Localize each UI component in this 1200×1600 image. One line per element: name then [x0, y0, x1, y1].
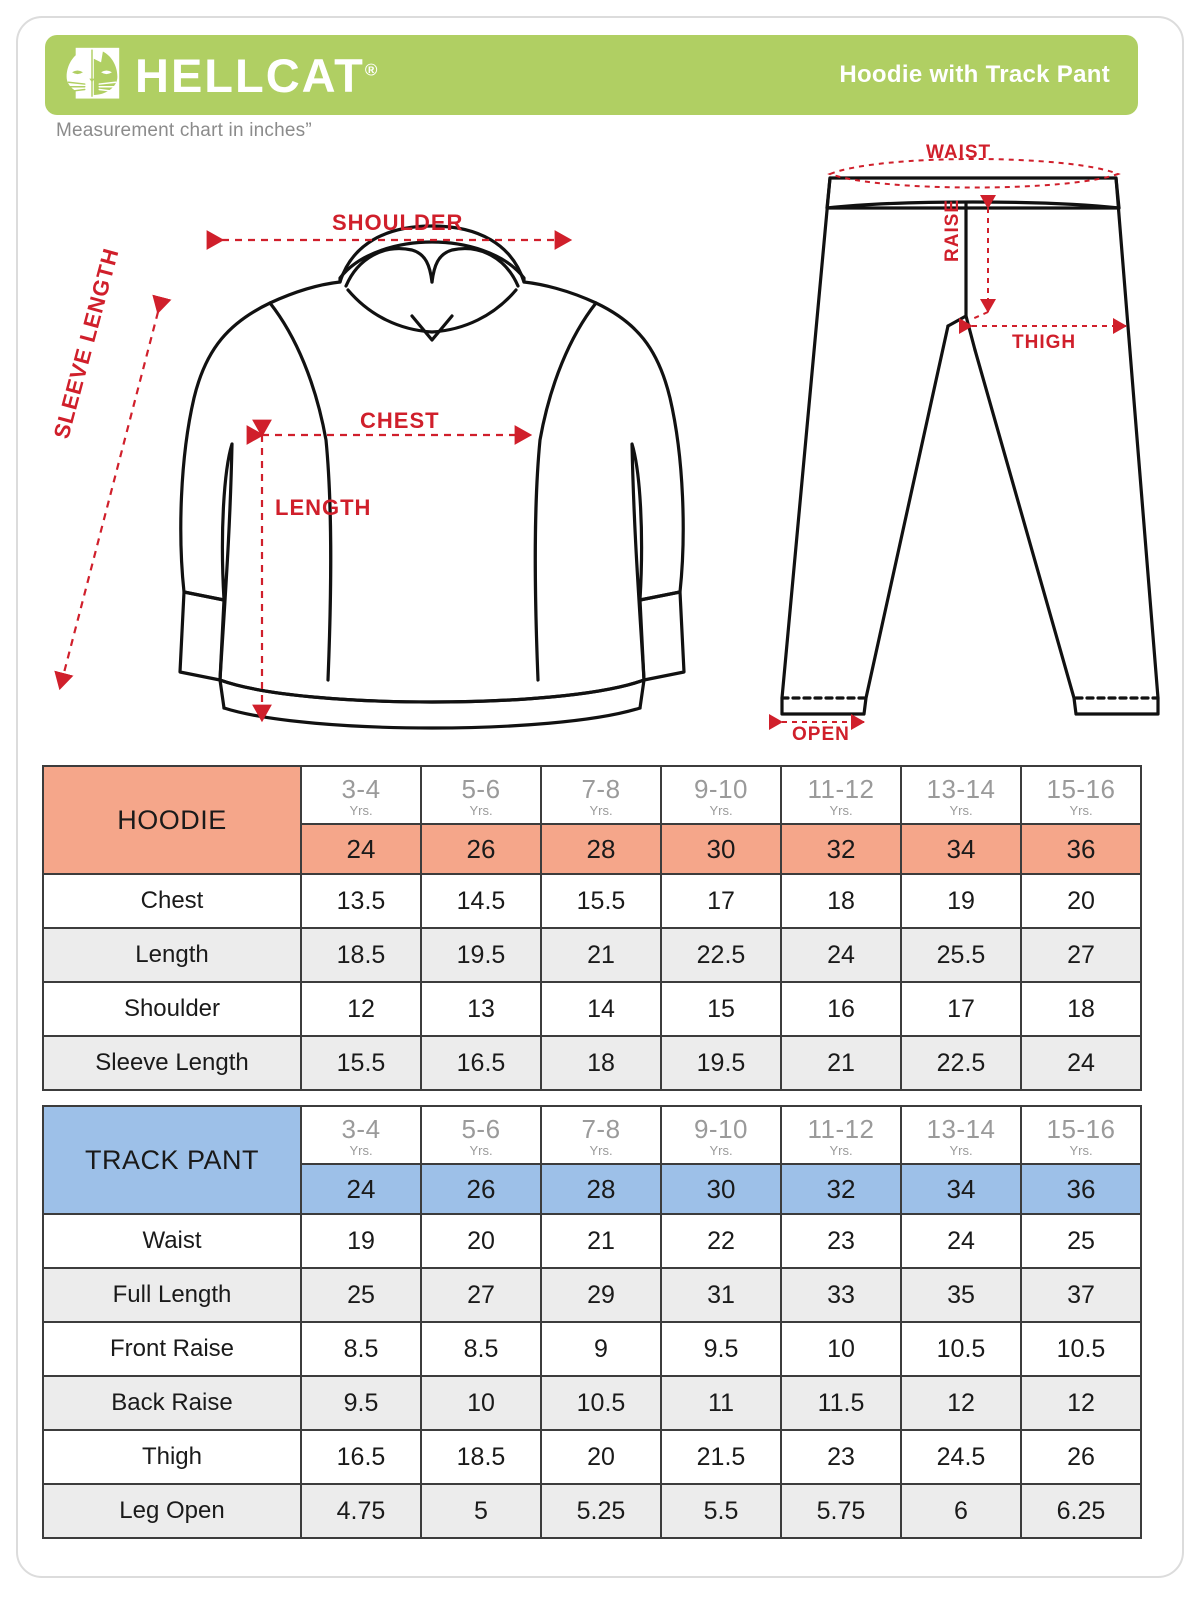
pant-cell-5-6: 6.25 — [1021, 1484, 1141, 1538]
pant-cell-1-1: 27 — [421, 1268, 541, 1322]
pant-size-0: 24 — [301, 1164, 421, 1214]
pant-age-3 — [661, 1106, 781, 1164]
pant-cell-0-5: 24 — [901, 1214, 1021, 1268]
hoodie-age-1 — [421, 766, 541, 824]
hoodie-size-4: 32 — [781, 824, 901, 874]
pant-size-1: 26 — [421, 1164, 541, 1214]
hoodie-category-cell: HOODIE — [43, 766, 301, 874]
label-raise: RAISE — [942, 198, 963, 262]
hoodie-age-5 — [901, 766, 1021, 824]
pant-row-label-0: Waist — [43, 1214, 301, 1268]
pant-age-2 — [541, 1106, 661, 1164]
age-unit: Yrs. — [1069, 1143, 1093, 1159]
pant-row-label-1: Full Length — [43, 1268, 301, 1322]
hoodie-cell-0-1: 14.5 — [421, 874, 541, 928]
hoodie-cell-0-2: 15.5 — [541, 874, 661, 928]
label-length: LENGTH — [275, 495, 372, 520]
table-row — [43, 874, 1141, 928]
brand-name: HELLCAT® — [135, 48, 378, 102]
age-value: 3-4 — [341, 1114, 381, 1145]
hoodie-cell-0-0: 13.5 — [301, 874, 421, 928]
table-row — [43, 1214, 1141, 1268]
hoodie-cell-1-1: 19.5 — [421, 928, 541, 982]
hoodie-age-3 — [661, 766, 781, 824]
table-row — [43, 1484, 1141, 1538]
pant-size-2: 28 — [541, 1164, 661, 1214]
hoodie-cell-3-4: 21 — [781, 1036, 901, 1090]
hoodie-age-4 — [781, 766, 901, 824]
pant-cell-1-6: 37 — [1021, 1268, 1141, 1322]
hoodie-cell-3-2: 18 — [541, 1036, 661, 1090]
pant-cell-5-5: 6 — [901, 1484, 1021, 1538]
hoodie-cell-0-3: 17 — [661, 874, 781, 928]
age-value: 3-4 — [341, 774, 381, 805]
hoodie-cell-2-5: 17 — [901, 982, 1021, 1036]
pant-age-5 — [901, 1106, 1021, 1164]
pant-cell-4-4: 23 — [781, 1430, 901, 1484]
table-row — [43, 1430, 1141, 1484]
pant-cell-3-4: 11.5 — [781, 1376, 901, 1430]
hoodie-size-0: 24 — [301, 824, 421, 874]
hoodie-size-5: 34 — [901, 824, 1021, 874]
hoodie-size-2: 28 — [541, 824, 661, 874]
pant-row-label-4: Thigh — [43, 1430, 301, 1484]
hoodie-cell-1-0: 18.5 — [301, 928, 421, 982]
label-waist: WAIST — [926, 142, 992, 163]
hoodie-row-label-0: Chest — [43, 874, 301, 928]
age-value: 15-16 — [1046, 1114, 1116, 1145]
hoodie-cell-0-5: 19 — [901, 874, 1021, 928]
pant-cell-4-1: 18.5 — [421, 1430, 541, 1484]
table-row — [43, 928, 1141, 982]
pant-cell-1-5: 35 — [901, 1268, 1021, 1322]
hoodie-cell-2-2: 14 — [541, 982, 661, 1036]
hoodie-cell-3-6: 24 — [1021, 1036, 1141, 1090]
track-pant-size-table — [42, 1105, 1142, 1539]
pant-cell-2-1: 8.5 — [421, 1322, 541, 1376]
hoodie-cell-3-1: 16.5 — [421, 1036, 541, 1090]
label-sleeve-length: SLEEVE LENGTH — [48, 245, 124, 442]
age-unit: Yrs. — [1069, 803, 1093, 819]
age-unit: Yrs. — [589, 803, 613, 819]
age-value: 9-10 — [693, 774, 749, 805]
pant-row-label-3: Back Raise — [43, 1376, 301, 1430]
hoodie-cell-3-5: 22.5 — [901, 1036, 1021, 1090]
table-row — [43, 1322, 1141, 1376]
age-value: 5-6 — [461, 1114, 501, 1145]
label-chest: CHEST — [360, 408, 440, 433]
pant-cell-4-0: 16.5 — [301, 1430, 421, 1484]
pant-cell-5-4: 5.75 — [781, 1484, 901, 1538]
pant-age-1 — [421, 1106, 541, 1164]
age-value: 13-14 — [926, 774, 996, 805]
pant-size-4: 32 — [781, 1164, 901, 1214]
label-thigh: THIGH — [1012, 332, 1077, 353]
registered-mark: ® — [364, 59, 378, 79]
table-row — [43, 982, 1141, 1036]
pant-cell-3-3: 11 — [661, 1376, 781, 1430]
hoodie-cell-1-3: 22.5 — [661, 928, 781, 982]
pant-cell-3-5: 12 — [901, 1376, 1021, 1430]
table-row — [43, 1036, 1141, 1090]
age-unit: Yrs. — [469, 1143, 493, 1159]
pant-row-label-2: Front Raise — [43, 1322, 301, 1376]
hoodie-cell-1-5: 25.5 — [901, 928, 1021, 982]
pant-age-header-row — [43, 1106, 1141, 1164]
pant-cell-3-2: 10.5 — [541, 1376, 661, 1430]
age-unit: Yrs. — [349, 1143, 373, 1159]
age-unit: Yrs. — [829, 803, 853, 819]
pant-age-4 — [781, 1106, 901, 1164]
label-shoulder: SHOULDER — [332, 210, 464, 235]
age-unit: Yrs. — [949, 803, 973, 819]
pant-cell-3-0: 9.5 — [301, 1376, 421, 1430]
pant-cell-2-5: 10.5 — [901, 1322, 1021, 1376]
hoodie-cell-3-0: 15.5 — [301, 1036, 421, 1090]
age-unit: Yrs. — [349, 803, 373, 819]
table-row — [43, 1376, 1141, 1430]
pant-category-cell: TRACK PANT — [43, 1106, 301, 1214]
hoodie-size-3: 30 — [661, 824, 781, 874]
pant-cell-2-2: 9 — [541, 1322, 661, 1376]
age-unit: Yrs. — [469, 803, 493, 819]
pant-cell-5-2: 5.25 — [541, 1484, 661, 1538]
pant-cell-2-6: 10.5 — [1021, 1322, 1141, 1376]
hoodie-age-2 — [541, 766, 661, 824]
hoodie-cell-2-6: 18 — [1021, 982, 1141, 1036]
pant-cell-0-6: 25 — [1021, 1214, 1141, 1268]
age-unit: Yrs. — [829, 1143, 853, 1159]
pant-cell-3-6: 12 — [1021, 1376, 1141, 1430]
pant-cell-5-1: 5 — [421, 1484, 541, 1538]
hoodie-row-label-3: Sleeve Length — [43, 1036, 301, 1090]
pant-cell-5-3: 5.5 — [661, 1484, 781, 1538]
pant-cell-4-3: 21.5 — [661, 1430, 781, 1484]
age-value: 5-6 — [461, 774, 501, 805]
hoodie-cell-0-6: 20 — [1021, 874, 1141, 928]
hoodie-cell-2-4: 16 — [781, 982, 901, 1036]
hoodie-row-label-2: Shoulder — [43, 982, 301, 1036]
age-value: 7-8 — [581, 1114, 621, 1145]
age-unit: Yrs. — [709, 1143, 733, 1159]
age-unit: Yrs. — [949, 1143, 973, 1159]
hoodie-size-table — [42, 765, 1142, 1091]
pant-cell-4-5: 24.5 — [901, 1430, 1021, 1484]
hoodie-cell-1-2: 21 — [541, 928, 661, 982]
pant-cell-1-2: 29 — [541, 1268, 661, 1322]
pant-cell-0-1: 20 — [421, 1214, 541, 1268]
pant-cell-1-0: 25 — [301, 1268, 421, 1322]
age-value: 7-8 — [581, 774, 621, 805]
hoodie-cell-1-6: 27 — [1021, 928, 1141, 982]
pant-row-label-5: Leg Open — [43, 1484, 301, 1538]
pant-cell-2-4: 10 — [781, 1322, 901, 1376]
hoodie-age-0 — [301, 766, 421, 824]
age-unit: Yrs. — [709, 803, 733, 819]
hoodie-cell-2-3: 15 — [661, 982, 781, 1036]
hoodie-size-1: 26 — [421, 824, 541, 874]
pant-cell-2-0: 8.5 — [301, 1322, 421, 1376]
pant-cell-1-3: 31 — [661, 1268, 781, 1322]
hoodie-row-label-1: Length — [43, 928, 301, 982]
hoodie-cell-2-0: 12 — [301, 982, 421, 1036]
brand-logo — [63, 46, 377, 104]
hoodie-cell-3-3: 19.5 — [661, 1036, 781, 1090]
table-row — [43, 1268, 1141, 1322]
cat-face-icon — [63, 46, 121, 104]
pant-cell-1-4: 33 — [781, 1268, 901, 1322]
garment-illustrations — [40, 140, 1160, 750]
age-value: 15-16 — [1046, 774, 1116, 805]
pant-cell-0-2: 21 — [541, 1214, 661, 1268]
pant-cell-0-4: 23 — [781, 1214, 901, 1268]
pant-cell-4-6: 26 — [1021, 1430, 1141, 1484]
pant-cell-4-2: 20 — [541, 1430, 661, 1484]
label-open: OPEN — [792, 724, 850, 745]
hoodie-cell-0-4: 18 — [781, 874, 901, 928]
brand-banner — [45, 35, 1138, 115]
chart-subtitle: Measurement chart in inches” — [56, 120, 312, 141]
hoodie-age-header-row — [43, 766, 1141, 824]
age-value: 11-12 — [807, 774, 875, 805]
pant-cell-2-3: 9.5 — [661, 1322, 781, 1376]
age-value: 11-12 — [807, 1114, 875, 1145]
pant-cell-0-3: 22 — [661, 1214, 781, 1268]
age-unit: Yrs. — [589, 1143, 613, 1159]
hoodie-cell-1-4: 24 — [781, 928, 901, 982]
pant-size-3: 30 — [661, 1164, 781, 1214]
pant-cell-5-0: 4.75 — [301, 1484, 421, 1538]
hoodie-age-6 — [1021, 766, 1141, 824]
pant-age-6 — [1021, 1106, 1141, 1164]
age-value: 9-10 — [693, 1114, 749, 1145]
pant-cell-0-0: 19 — [301, 1214, 421, 1268]
hoodie-size-6: 36 — [1021, 824, 1141, 874]
pant-size-6: 36 — [1021, 1164, 1141, 1214]
hoodie-cell-2-1: 13 — [421, 982, 541, 1036]
pant-age-0 — [301, 1106, 421, 1164]
pant-cell-3-1: 10 — [421, 1376, 541, 1430]
product-title: Hoodie with Track Pant — [839, 61, 1110, 88]
pant-size-5: 34 — [901, 1164, 1021, 1214]
age-value: 13-14 — [926, 1114, 996, 1145]
